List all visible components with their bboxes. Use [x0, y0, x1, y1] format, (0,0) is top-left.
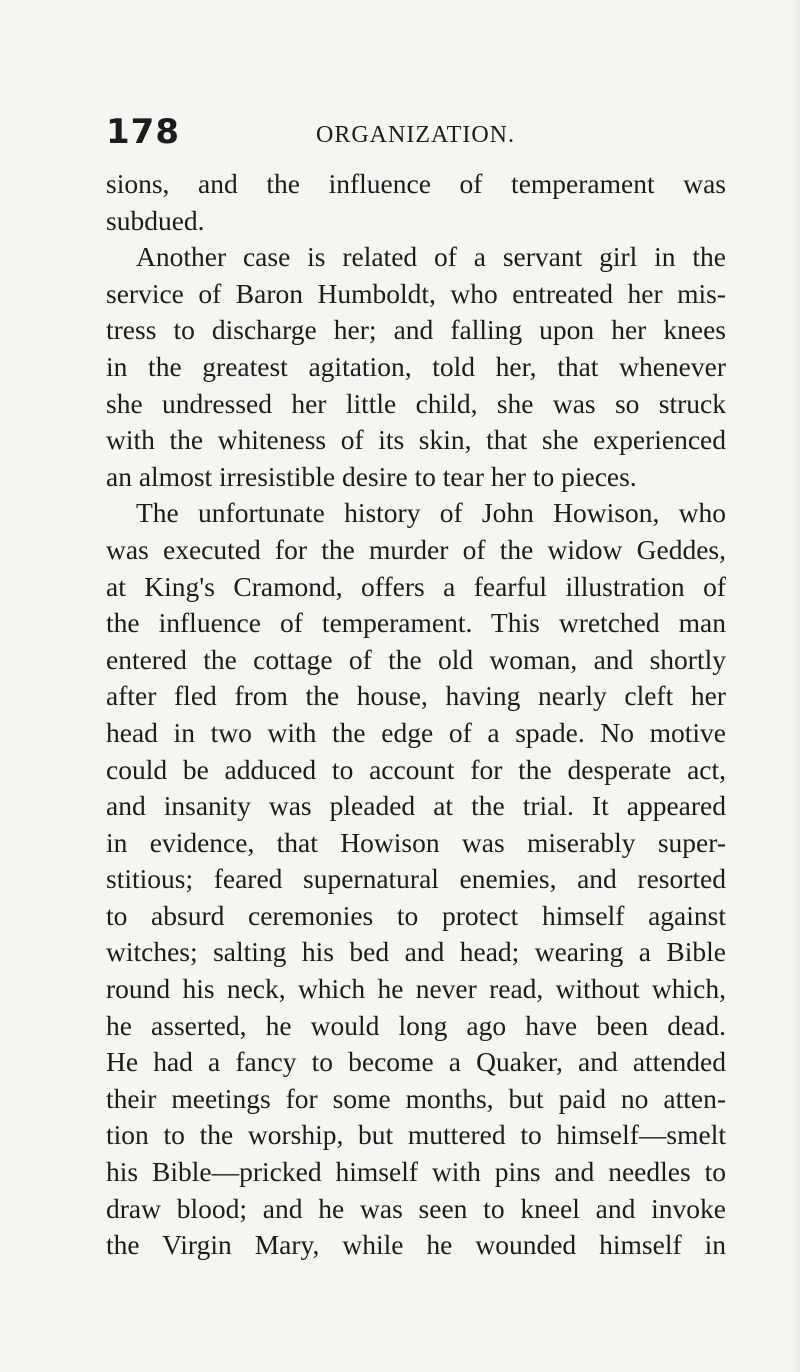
text-line: was executed for the murder of the widow Geddes,	[106, 533, 726, 565]
text-line: in the greatest agitation, told her, that whenever	[106, 350, 726, 382]
text-line: and insanity was pleaded at the trial. It appeared	[106, 790, 726, 822]
text-line: tion to the worship, but muttered to himself—smelt	[106, 1119, 726, 1151]
text-line: she undressed her little child, she was so struck	[106, 387, 726, 419]
text-line: stitious; feared supernatural enemies, and resorted	[106, 863, 726, 895]
text-line: at King's Cramond, offers a fearful illustration of	[106, 570, 726, 602]
text-line: after fled from the house, having nearly cleft her	[106, 680, 726, 712]
text-line: sions, and the influence of temperament was	[106, 168, 726, 199]
text-line: tress to discharge her; and falling upon her knees	[106, 314, 726, 346]
text-line: the Virgin Mary, while he wounded himself in	[106, 1229, 726, 1261]
text-line: his Bible—pricked himself with pins and needles to	[106, 1156, 726, 1188]
running-title: ORGANIZATION.	[316, 122, 515, 148]
paragraph	[106, 166, 726, 239]
text-line: with the whiteness of its skin, that she experienced	[106, 424, 726, 456]
text-line: subdued.	[106, 204, 205, 236]
paragraph	[106, 495, 726, 1263]
text-line: the influence of temperament. This wretched man	[106, 607, 726, 639]
page-edge-shadow	[792, 0, 800, 1372]
text-line: an almost irresistible desire to tear her to pieces.	[106, 460, 637, 492]
text-line: He had a fancy to become a Quaker, and attended	[106, 1046, 726, 1078]
text-line: their meetings for some months, but paid no atten-	[106, 1082, 726, 1114]
text-line: The unfortunate history of John Howison, who	[136, 497, 726, 529]
text-line: witches; salting his bed and head; wearing a Bible	[106, 936, 726, 968]
text-line: could be adduced to account for the desperate act,	[106, 753, 726, 785]
text-line: draw blood; and he was seen to kneel and invoke	[106, 1192, 726, 1224]
text-line: he asserted, he would long ago have been dead.	[106, 1009, 726, 1041]
paragraph	[106, 239, 726, 495]
text-line: Another case is related of a servant girl in the	[136, 241, 726, 273]
text-line: to absurd ceremonies to protect himself against	[106, 899, 726, 931]
text-line: service of Baron Humboldt, who entreated her mis-	[106, 277, 726, 309]
text-line: in evidence, that Howison was miserably super-	[106, 826, 726, 858]
running-head	[106, 112, 726, 154]
text-line: head in two with the edge of a spade. No motive	[106, 716, 726, 748]
text-line: entered the cottage of the old woman, and shortly	[106, 643, 726, 675]
text-line: round his neck, which he never read, without which,	[106, 973, 726, 1005]
page-number: 178	[106, 112, 180, 152]
body-text	[106, 166, 726, 1264]
